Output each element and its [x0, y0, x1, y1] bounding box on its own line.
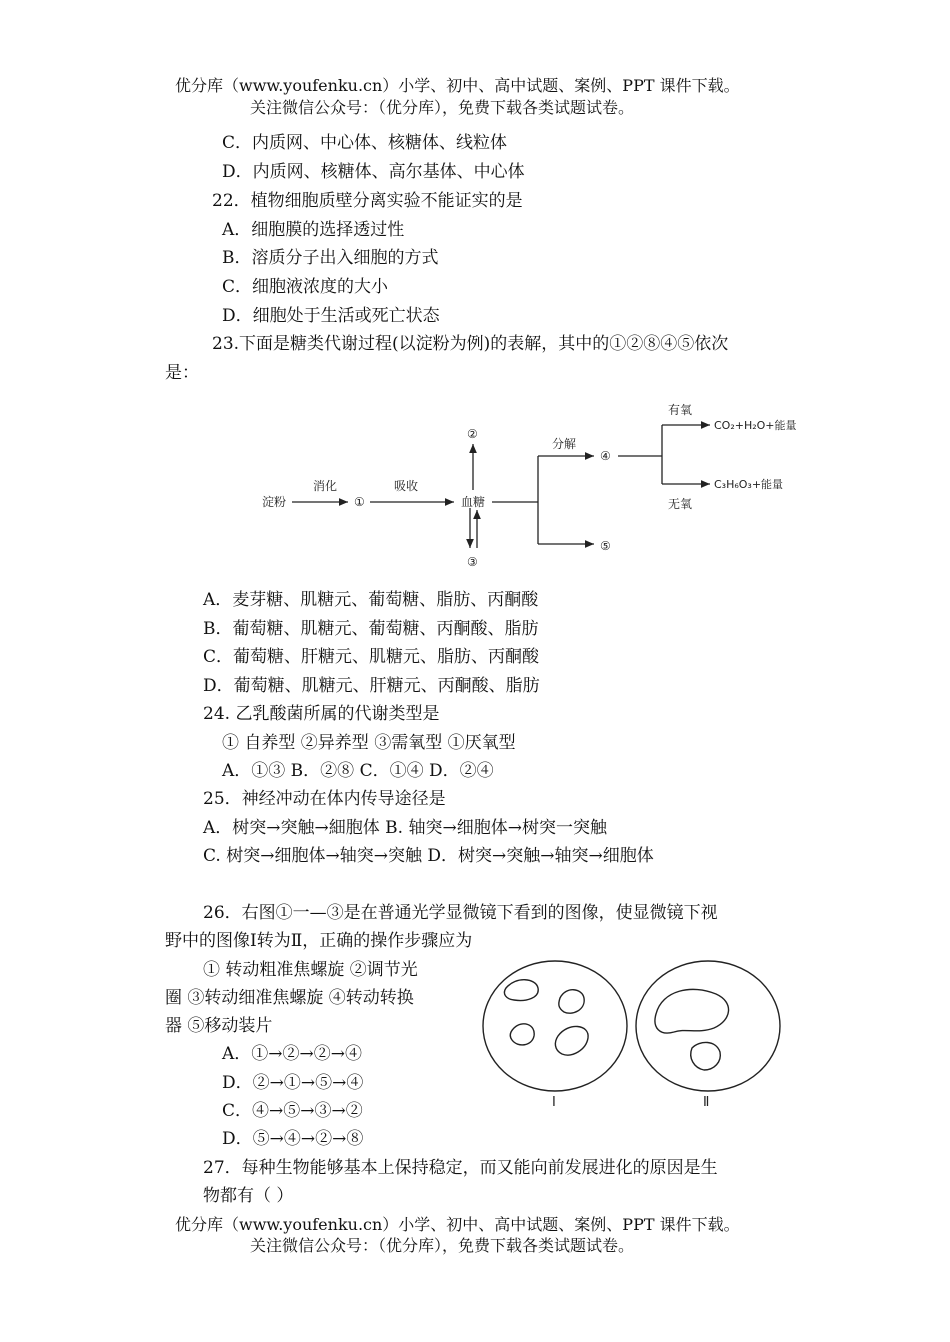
q25-options-cd: C. 树突→细胞体→轴突→突触 D．树突→突触→轴突→细胞体	[203, 846, 654, 866]
view-I-label: I	[552, 1095, 556, 1108]
diagram-node-4: ④	[600, 449, 611, 463]
q25-options-ab: A．树突→突触→細胞体 B. 轴突→细胞体→树突一突触	[203, 818, 607, 838]
q22-option-b: B．溶质分子出入细胞的方式	[222, 248, 439, 268]
sugar-metabolism-diagram	[258, 398, 818, 576]
q22-stem: 22．植物细胞质壁分离实验不能证实的是	[212, 191, 523, 211]
diagram-node-2: ②	[467, 427, 478, 441]
q22-option-c: C．细胞液浓度的大小	[222, 277, 389, 297]
cell-II-1	[655, 989, 729, 1033]
q22-option-d: D．细胞处于生活或死亡状态	[222, 306, 440, 326]
footer-line-1: 优分库（www.youfenku.cn）小学、初中、高中试题、案例、PPT 课件下载。	[175, 1215, 740, 1234]
view-II-label: Ⅱ	[703, 1095, 710, 1108]
q25-stem: 25．神经冲动在体内传导途径是	[203, 789, 446, 809]
diagram-blood-sugar: 血糖	[461, 495, 486, 509]
q26-option-a: A．①→②→②→④	[222, 1044, 363, 1064]
q23-option-b: B．葡萄糖、肌糖元、葡萄糖、丙酮酸、脂肪	[203, 619, 539, 639]
diagram-decompose: 分解	[552, 437, 577, 451]
cell-II-2	[691, 1042, 721, 1070]
diagram-aerobic: 有氧	[668, 403, 693, 417]
q26-option-c: C．④→⑤→③→②	[222, 1101, 363, 1121]
q23-option-c: C．葡萄糖、肝糖元、肌糖元、脂肪、丙酮酸	[203, 647, 540, 667]
cell-I-2	[559, 990, 584, 1014]
q26-stem-line-1: 26．右图①一—③是在普通光学显微镜下看到的图像，使显微镜下视	[203, 903, 718, 923]
q24-stem: 24. 乙乳酸菌所属的代谢类型是	[203, 704, 440, 724]
q26-stem-line-2: 野中的图像Ⅰ转为Ⅱ，正确的操作步骤应为	[165, 931, 473, 951]
footer-line-2: 关注微信公众号：（优分库），免费下载各类试题试卷。	[250, 1236, 635, 1255]
q27-stem-line-2: 物都有（ ）	[203, 1186, 294, 1206]
diagram-starch: 淀粉	[262, 495, 287, 509]
cell-I-1	[504, 980, 538, 1001]
cell-I-4	[555, 1026, 588, 1055]
q26-steps-line-1: ① 转动粗准焦螺旋 ②调节光	[203, 960, 418, 980]
diagram-digest: 消化	[313, 479, 338, 493]
header-line-1: 优分库（www.youfenku.cn）小学、初中、高中试题、案例、PPT 课件下载。	[175, 76, 740, 95]
q23-stem-line-2: 是：	[165, 363, 199, 383]
q26-steps-line-3: 器 ⑤移动装片	[165, 1016, 273, 1036]
diagram-node-1: ①	[354, 495, 365, 509]
diagram-node-3: ③	[467, 555, 478, 569]
diagram-node-5: ⑤	[600, 539, 611, 553]
q21-option-d: D．内质网、核糖体、高尔基体、中心体	[222, 162, 525, 182]
diagram-anaerobic-products: C₃H₆O₃+能量	[714, 478, 784, 491]
diagram-aerobic-products: CO₂+H₂O+能量	[714, 419, 797, 432]
q21-option-c: C．内质网、中心体、核糖体、线粒体	[222, 133, 508, 153]
q22-option-a: A．细胞膜的选择透过性	[222, 220, 405, 240]
q24-options: A．①③ B．②⑧ C．①④ D．②④	[222, 761, 494, 781]
view-II-circle	[636, 961, 780, 1091]
q26-steps-line-2: 圈 ③转动细准焦螺旋 ④转动转换	[165, 988, 414, 1008]
q23-stem-line-1: 23.下面是糖类代谢过程(以淀粉为例)的表解，其中的①②⑧④⑤依次	[212, 334, 729, 354]
cell-I-3	[510, 1024, 534, 1045]
header-line-2: 关注微信公众号：（优分库），免费下载各类试题试卷。	[250, 98, 635, 117]
q27-stem-line-1: 27．每种生物能够基本上保持稳定，而又能向前发展进化的原因是生	[203, 1158, 718, 1178]
microscope-views	[478, 958, 783, 1108]
q23-option-d: D．葡萄糖、肌糖元、肝糖元、丙酮酸、脂肪	[203, 676, 540, 696]
q26-option-d: D．⑤→④→②→⑧	[222, 1129, 364, 1149]
q23-option-a: A．麦芽糖、肌糖元、葡萄糖、脂肪、丙酮酸	[203, 590, 539, 610]
view-I-circle	[483, 961, 627, 1091]
q26-option-b: D．②→①→⑤→④	[222, 1073, 364, 1093]
diagram-absorb: 吸收	[394, 479, 419, 493]
q24-items: ① 自养型 ②异养型 ③需氧型 ①厌氧型	[222, 733, 516, 753]
diagram-anaerobic: 无氧	[668, 497, 693, 511]
